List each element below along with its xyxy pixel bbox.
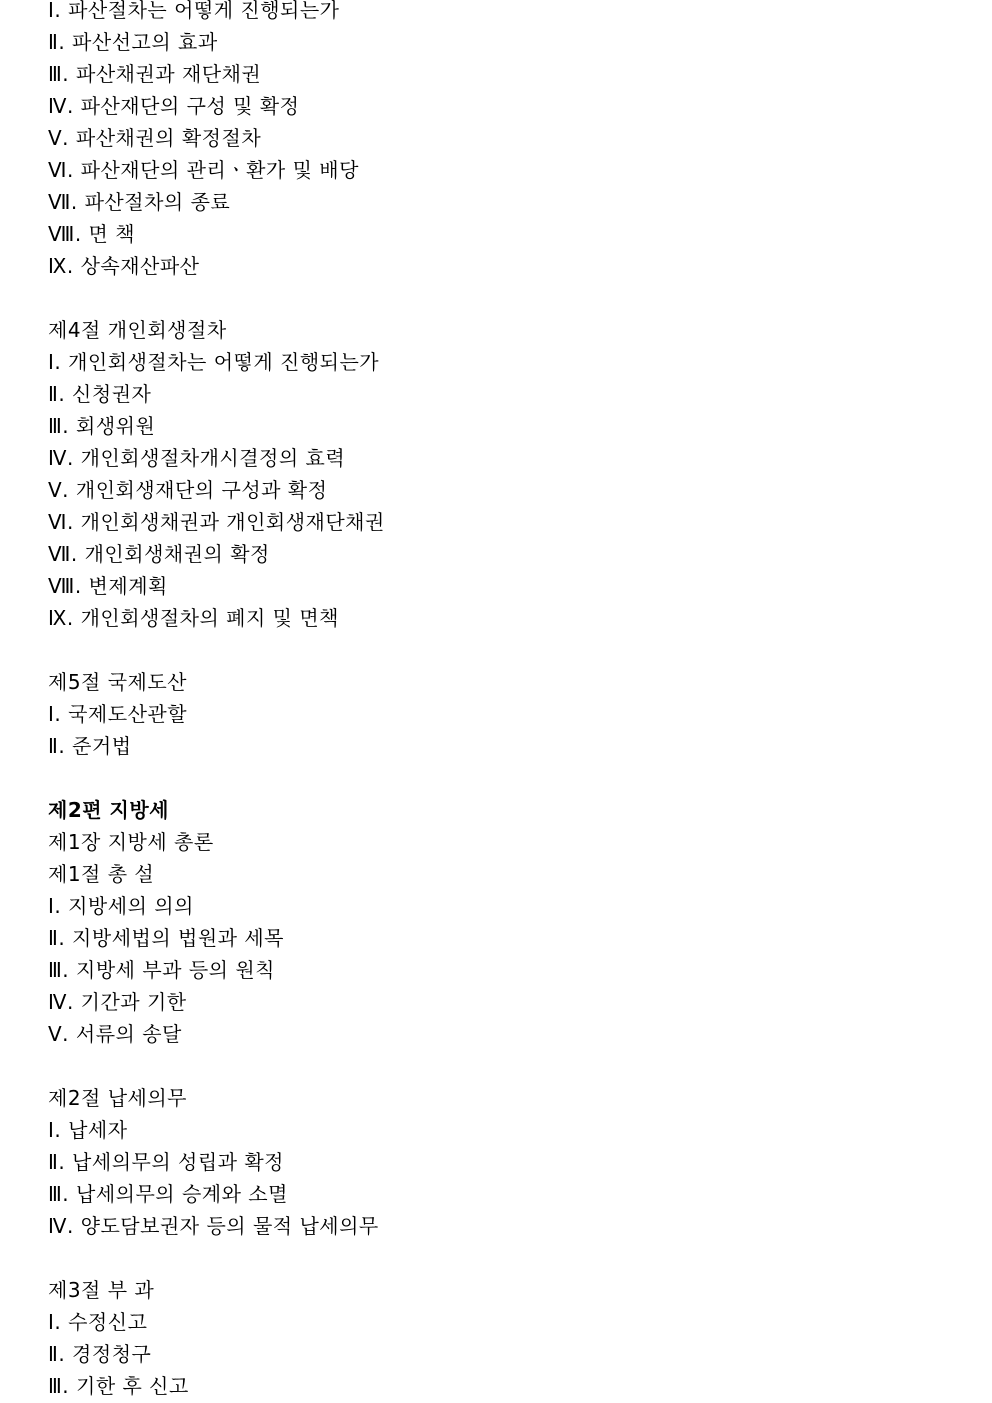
toc-item: Ⅵ. 파산재단의 관리ㆍ환가 및 배당: [48, 158, 359, 182]
toc-item: Ⅰ. 국제도산관할: [48, 702, 188, 726]
blank-line: [48, 634, 968, 666]
toc-item: Ⅳ. 파산재단의 구성 및 확정: [48, 94, 300, 118]
blank-line: [48, 282, 968, 314]
toc-item: Ⅲ. 파산채권과 재단채권: [48, 62, 262, 86]
toc-item: Ⅴ. 파산채권의 확정절차: [48, 126, 262, 150]
section-heading: 제2절 납세의무: [48, 1086, 188, 1110]
toc-item: Ⅱ. 파산선고의 효과: [48, 30, 218, 54]
section-heading: 제1절 총 설: [48, 862, 155, 886]
toc-item: Ⅲ. 회생위원: [48, 414, 156, 438]
toc-item: Ⅸ. 개인회생절차의 폐지 및 면책: [48, 606, 339, 630]
blank-line: [48, 762, 968, 794]
toc-item: Ⅳ. 기간과 기한: [48, 990, 187, 1014]
toc-item: Ⅱ. 준거법: [48, 734, 132, 758]
toc-item: Ⅶ. 파산절차의 종료: [48, 190, 231, 214]
toc-item: Ⅱ. 신청권자: [48, 382, 152, 406]
toc-item: Ⅸ. 상속재산파산: [48, 254, 200, 278]
toc-item: Ⅰ. 개인회생절차는 어떻게 진행되는가: [48, 350, 380, 374]
toc-item: Ⅲ. 납세의무의 승계와 소멸: [48, 1182, 288, 1206]
toc-item: Ⅷ. 면 책: [48, 222, 136, 246]
toc-item: Ⅷ. 변제계획: [48, 574, 168, 598]
section-heading: 제4절 개인회생절차: [48, 318, 227, 342]
toc-item: Ⅳ. 개인회생절차개시결정의 효력: [48, 446, 346, 470]
toc-item: Ⅱ. 납세의무의 성립과 확정: [48, 1150, 284, 1174]
toc-item: Ⅰ. 지방세의 의의: [48, 894, 194, 918]
toc-item: Ⅰ. 파산절차는 어떻게 진행되는가: [48, 0, 340, 22]
table-of-contents: [48, 0, 968, 1402]
toc-item: Ⅶ. 개인회생채권의 확정: [48, 542, 270, 566]
toc-item: Ⅰ. 수정신고: [48, 1310, 148, 1334]
toc-item: Ⅵ. 개인회생채권과 개인회생재단채권: [48, 510, 385, 534]
toc-item: Ⅳ. 양도담보권자 등의 물적 납세의무: [48, 1214, 379, 1238]
section-heading: 제1장 지방세 총론: [48, 830, 214, 854]
blank-line: [48, 1242, 968, 1274]
toc-item: Ⅰ. 납세자: [48, 1118, 128, 1142]
toc-item: Ⅴ. 개인회생재단의 구성과 확정: [48, 478, 328, 502]
toc-item: Ⅲ. 지방세 부과 등의 원칙: [48, 958, 275, 982]
part-heading: 제2편 지방세: [48, 798, 169, 822]
blank-line: [48, 1050, 968, 1082]
toc-item: Ⅴ. 서류의 송달: [48, 1022, 182, 1046]
section-heading: 제5절 국제도산: [48, 670, 188, 694]
toc-item: Ⅱ. 경정청구: [48, 1342, 152, 1366]
section-heading: 제3절 부 과: [48, 1278, 155, 1302]
toc-item: Ⅱ. 지방세법의 법원과 세목: [48, 926, 284, 950]
toc-item: Ⅲ. 기한 후 신고: [48, 1374, 189, 1398]
